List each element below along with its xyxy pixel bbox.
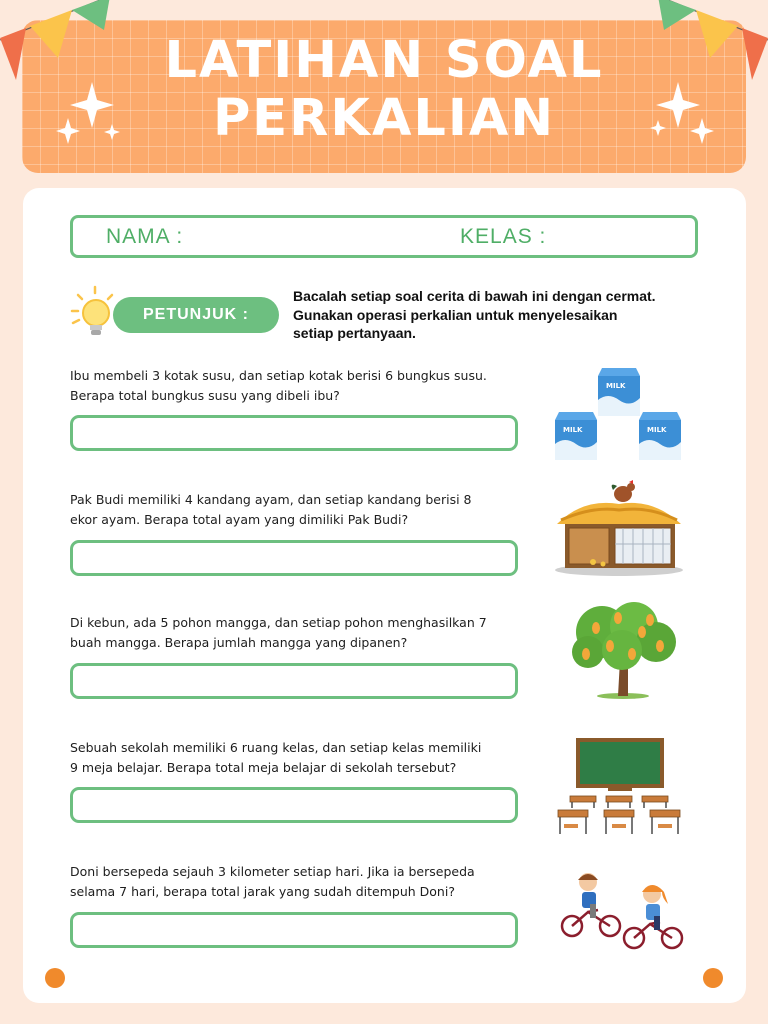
milk-cartons-icon: [553, 364, 685, 460]
carton-label: MILK: [606, 382, 626, 390]
answer-field-2[interactable]: [70, 540, 518, 576]
question-4-text: [70, 738, 530, 778]
instructions-line-3: setiap pertanyaan.: [293, 325, 416, 341]
decorative-dot-right: [703, 968, 723, 988]
question-4-line-1: Sebuah sekolah memiliki 6 ruang kelas, dan setiap kelas memiliki: [70, 740, 482, 755]
question-3-text: [70, 613, 530, 653]
question-5-line-2: selama 7 hari, berapa total jarak yang sudah ditempuh Doni?: [70, 884, 455, 899]
classroom-icon: [548, 736, 692, 840]
question-3-line-1: Di kebun, ada 5 pohon mangga, dan setiap pohon menghasilkan 7: [70, 615, 487, 630]
instructions-line-1: Bacalah setiap soal cerita di bawah ini dengan cermat.: [293, 288, 656, 304]
title-line-1: LATIHAN SOAL: [164, 31, 604, 90]
question-1-line-1: Ibu membeli 3 kotak susu, dan setiap kotak berisi 6 bungkus susu.: [70, 368, 487, 383]
name-label: NAMA :: [106, 225, 184, 248]
question-4-line-2: 9 meja belajar. Berapa total meja belajar di sekolah tersebut?: [70, 760, 457, 775]
answer-field-3[interactable]: [70, 663, 518, 699]
question-1-line-2: Berapa total bungkus susu yang dibeli ibu?: [70, 388, 340, 403]
answer-field-5[interactable]: [70, 912, 518, 948]
answer-field-1[interactable]: [70, 415, 518, 451]
carton-label: MILK: [647, 426, 667, 434]
instructions-badge: PETUNJUK :: [113, 297, 279, 333]
answer-field-4[interactable]: [70, 787, 518, 823]
question-5-text: [70, 862, 530, 902]
title-line-2: PERKALIAN: [212, 89, 556, 148]
chicken-coop-icon: [553, 478, 685, 578]
page-title: [0, 32, 768, 148]
question-5-line-1: Doni bersepeda sejauh 3 kilometer setiap hari. Jika ia bersepeda: [70, 864, 475, 879]
instructions-line-2: Gunakan operasi perkalian untuk menyelesaikan: [293, 306, 618, 323]
decorative-dot-left: [45, 968, 65, 988]
question-2-line-1: Pak Budi memiliki 4 kandang ayam, dan setiap kandang berisi 8: [70, 492, 472, 507]
instructions-text: [293, 287, 713, 343]
class-label: KELAS :: [460, 225, 547, 248]
mango-tree-icon: [566, 602, 681, 700]
question-1-text: [70, 366, 530, 406]
question-2-text: [70, 490, 530, 530]
question-2-line-2: ekor ayam. Berapa total ayam yang dimiliki Pak Budi?: [70, 512, 409, 527]
carton-label: MILK: [563, 426, 583, 434]
kids-cycling-icon: [558, 870, 686, 954]
question-3-line-2: buah mangga. Berapa jumlah mangga yang dipanen?: [70, 635, 408, 650]
